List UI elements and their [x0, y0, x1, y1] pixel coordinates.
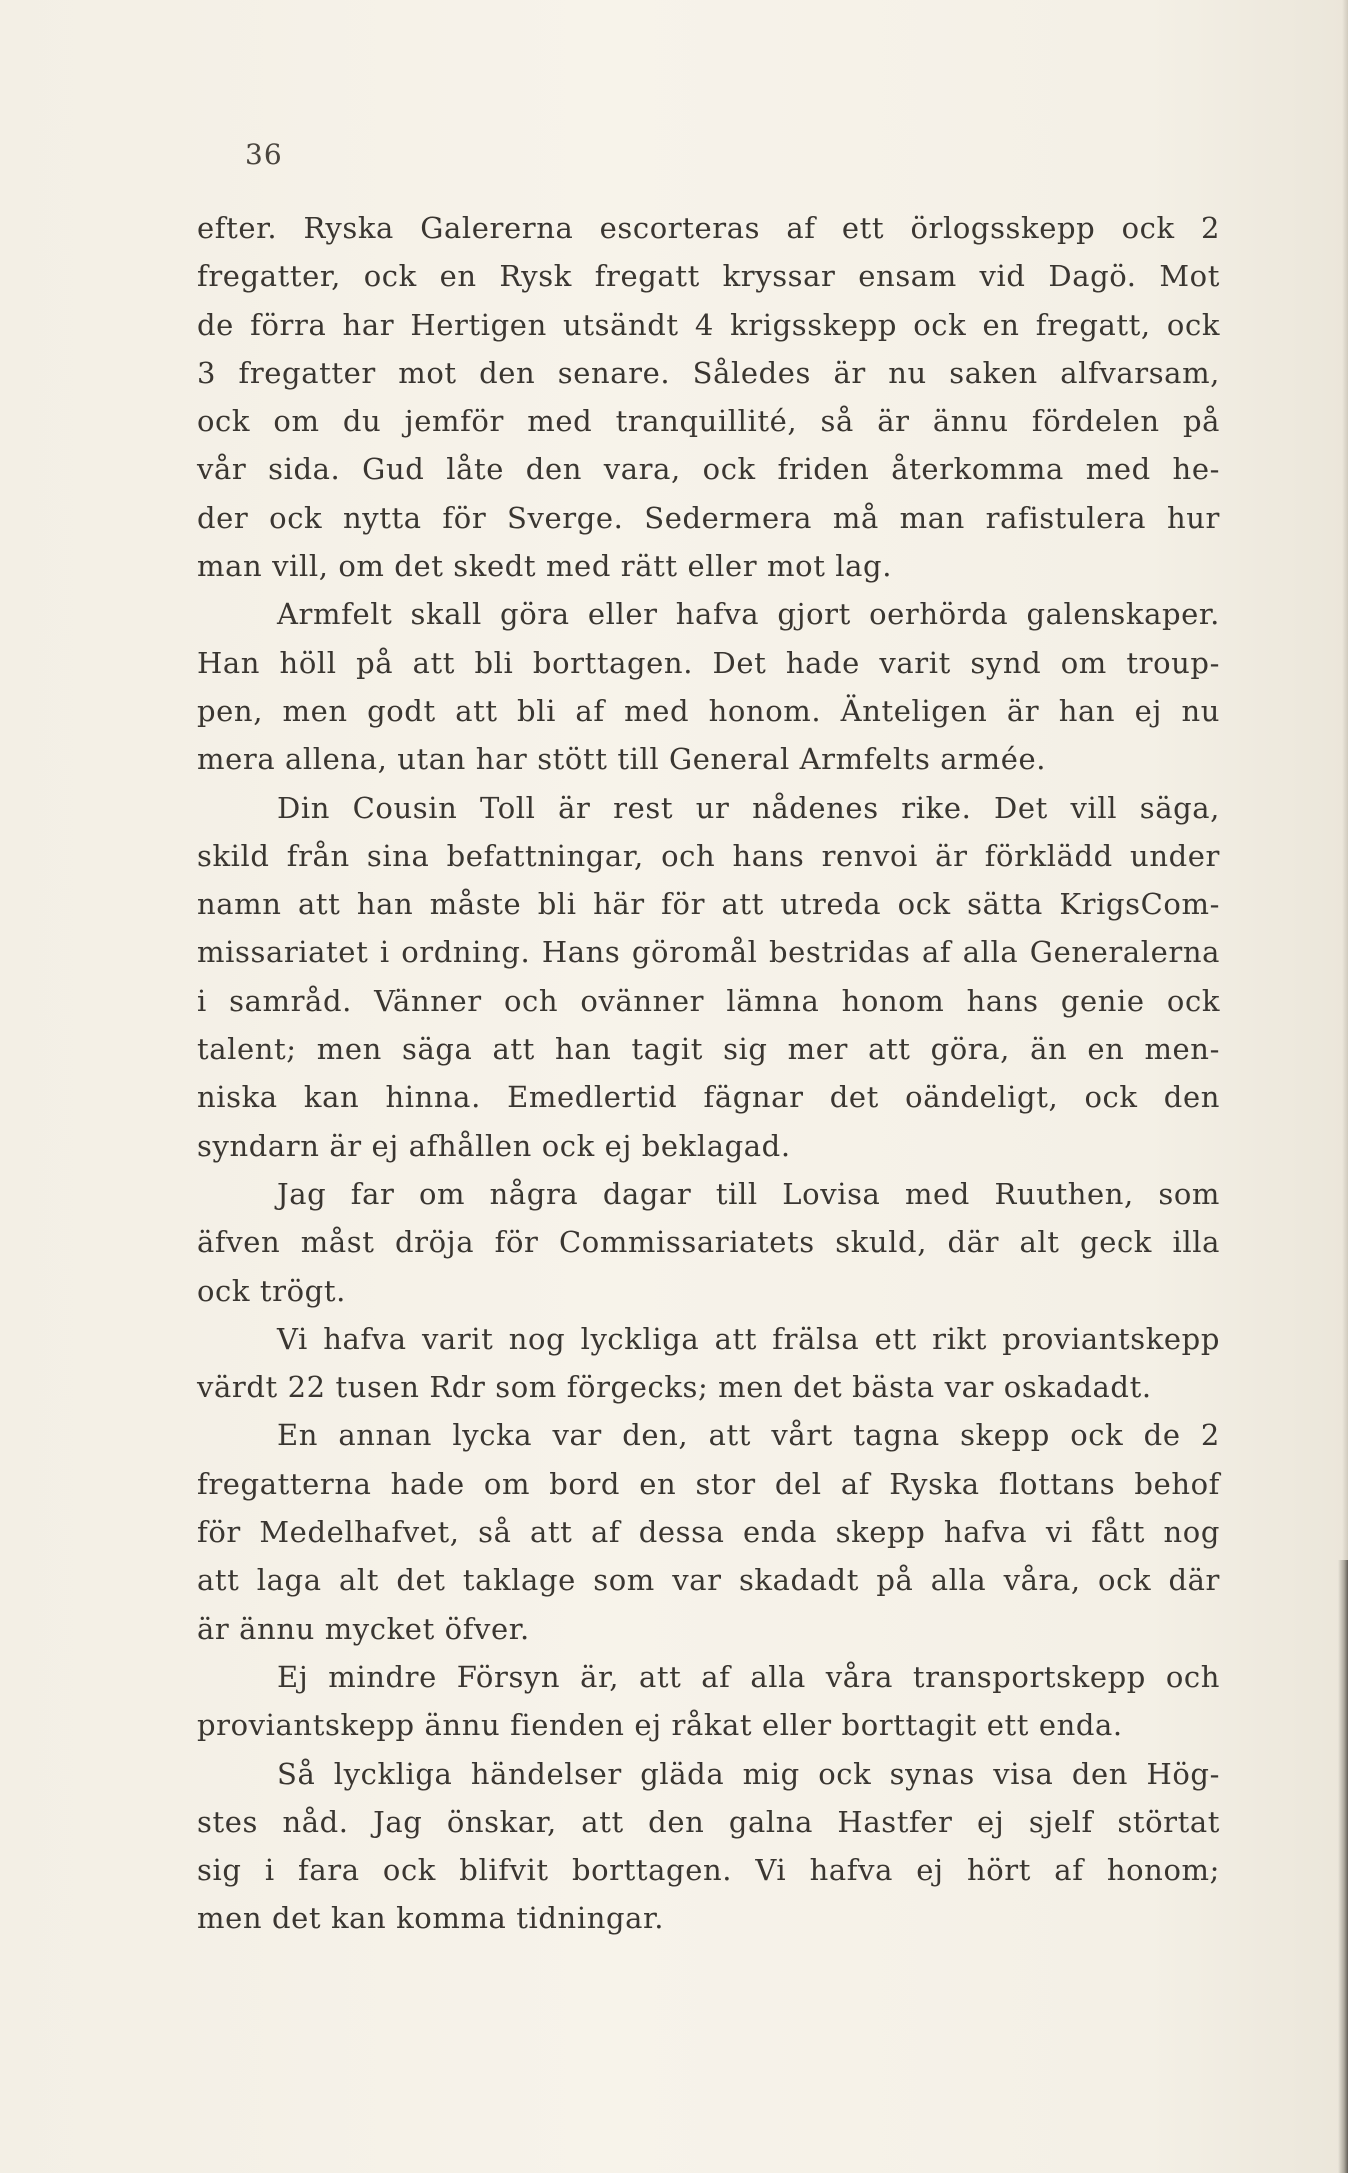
text-line: pen, men godt att bli af med honom. Änteligen är han ej nu — [197, 693, 1220, 728]
text-line: talent; men säga att han tagit sig mer att göra, än en men- — [197, 1032, 1220, 1067]
text-line: fregatter, ock en Rysk fregatt kryssar ensam vid Dagö. Mot — [197, 259, 1220, 294]
text-line: ock om du jemför med tranquillité, så är ännu fördelen på — [197, 404, 1220, 439]
text-line: att laga alt det taklage som var skadadt på alla våra, ock där — [197, 1563, 1220, 1598]
text-line: Ej mindre Försyn är, att af alla våra transportskepp och — [277, 1659, 1220, 1694]
text-line: Han höll på att bli borttagen. Det hade varit synd om troup- — [197, 645, 1220, 680]
text-line: efter. Ryska Galererna escorteras af ett örlogsskepp ock 2 — [197, 211, 1220, 245]
text-line: är ännu mycket öfver. — [197, 1611, 530, 1646]
text-line: fregatterna hade om bord en stor del af Ryska flottans behof — [197, 1466, 1220, 1501]
text-line: skild från sina befattningar, och hans renvoi är förklädd under — [197, 838, 1220, 873]
body-text — [197, 204, 1220, 1943]
text-line: för Medelhafvet, så att af dessa enda skepp hafva vi fått nog — [197, 1515, 1220, 1550]
text-line: niska kan hinna. Emedlertid fägnar det oändeligt, ock den — [197, 1080, 1220, 1115]
text-line: stes nåd. Jag önskar, att den galna Hastfer ej sjelf störtat — [197, 1804, 1220, 1839]
text-line: proviantskepp ännu fienden ej råkat eller borttagit ett enda. — [197, 1708, 1123, 1743]
text-line: 3 fregatter mot den senare. Således är nu saken alfvarsam, — [197, 355, 1220, 390]
text-line: Armfelt skall göra eller hafva gjort oerhörda galenskaper. — [277, 597, 1220, 632]
text-line: Jag far om några dagar till Lovisa med Ruuthen, som — [277, 1176, 1220, 1211]
text-line: vår sida. Gud låte den vara, ock friden återkomma med he- — [197, 452, 1220, 487]
text-line: syndarn är ej afhållen ock ej beklagad. — [197, 1128, 791, 1163]
page-edge-shadow-top — [1342, 0, 1348, 1560]
text-line: sig i fara ock blifvit borttagen. Vi hafva ej hört af honom; — [197, 1853, 1220, 1888]
text-line: missariatet i ordning. Hans göromål bestridas af alla Generalerna — [197, 935, 1220, 970]
text-line: Så lyckliga händelser gläda mig ock synas visa den Hög- — [277, 1756, 1220, 1791]
text-line: man vill, om det skedt med rätt eller mot lag. — [197, 549, 893, 584]
text-line: de förra har Hertigen utsändt 4 krigsskepp ock en fregatt, ock — [197, 307, 1220, 342]
page-number: 36 — [245, 138, 283, 171]
text-line: der ock nytta för Sverge. Sedermera må man rafistulera hur — [197, 500, 1220, 535]
text-line: mera allena, utan har stött till General Armfelts armée. — [197, 742, 1047, 777]
text-line: Din Cousin Toll är rest ur nådenes rike. Det vill säga, — [277, 790, 1220, 825]
text-line: men det kan komma tidningar. — [197, 1901, 665, 1936]
text-line: Vi hafva varit nog lyckliga att frälsa ett rikt proviantskepp — [277, 1321, 1220, 1356]
text-line: En annan lycka var den, att vårt tagna skepp ock de 2 — [277, 1418, 1220, 1453]
text-line: namn att han måste bli här för att utreda ock sätta KrigsCom- — [197, 887, 1220, 922]
text-line: äfven måst dröja för Commissariatets skuld, där alt geck illa — [197, 1225, 1220, 1260]
text-line: ock trögt. — [197, 1273, 346, 1308]
text-line: värdt 22 tusen Rdr som förgecks; men det bästa var oskadadt. — [197, 1370, 1152, 1405]
page-edge-shadow — [1338, 1560, 1348, 2173]
text-line: i samråd. Vänner och ovänner lämna honom hans genie ock — [197, 983, 1220, 1018]
